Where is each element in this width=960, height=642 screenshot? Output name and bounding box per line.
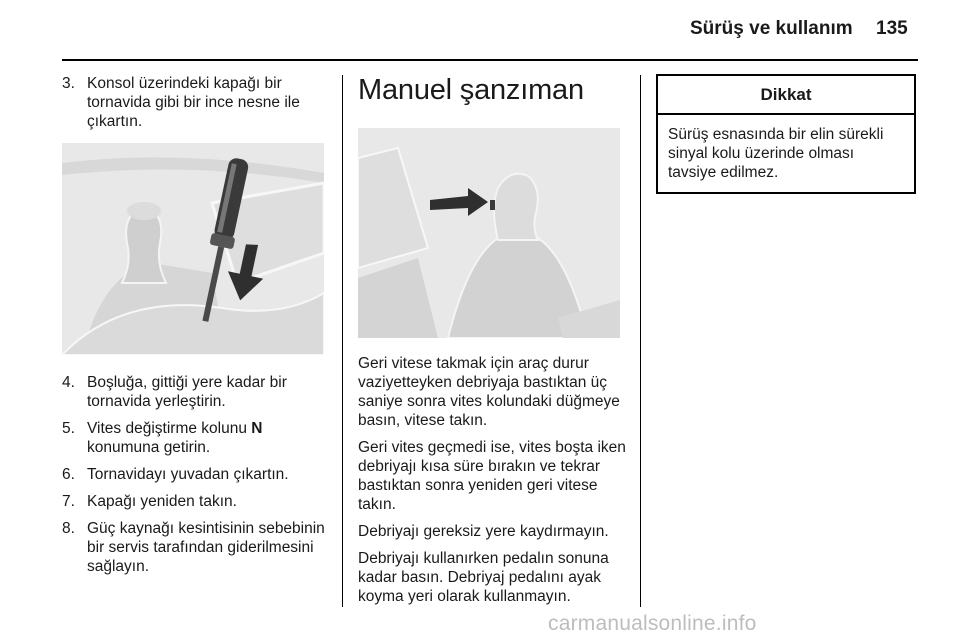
column-divider — [640, 75, 641, 607]
gear-lever-illustration — [358, 128, 620, 338]
column-right — [656, 74, 918, 194]
step-item — [62, 465, 328, 484]
notice-title: Dikkat — [658, 76, 914, 115]
step-number: 6. — [62, 466, 75, 483]
step-item — [62, 373, 328, 411]
step-text: Kapağı yeniden takın. — [87, 493, 237, 510]
page-header-title: Sürüş ve kullanım — [690, 18, 853, 39]
watermark: carmanualsonline.info — [548, 612, 757, 635]
column-left — [62, 74, 328, 576]
paragraph: Geri vites geçmedi ise, vites boşta iken debriyajı kısa süre bırakın ve tekrar bastıktan sonra yeniden geri vitese takın. — [358, 439, 626, 513]
step-item — [62, 519, 328, 576]
step-text — [87, 419, 328, 457]
section-title: Manuel şanzıman — [358, 74, 584, 106]
step-item — [62, 74, 328, 131]
page-number: 135 — [876, 18, 908, 39]
paragraph: Debriyajı gereksiz yere kaydırmayın. — [358, 523, 609, 540]
step-text-part: Vites değiştirme kolunu — [87, 420, 252, 437]
screwdriver-console-drawing — [62, 143, 324, 355]
column-divider — [342, 75, 343, 607]
paragraph: Debriyajı kullanırken pedalın sonuna kadar basın. Debriyaj pedalını ayak koyma yeri olarak kullanmayın. — [358, 550, 609, 605]
step-number: 3. — [62, 75, 75, 92]
step-text: Güç kaynağı kesintisinin sebebinin bir servis tarafından giderilmesini sağlayın. — [87, 520, 325, 575]
header-rule — [62, 59, 918, 61]
gear-lever-drawing — [358, 128, 620, 338]
notice-body: Sürüş esnasında bir elin sürekli sinyal kolu üzerinde olması tavsiye edilmez. — [668, 126, 884, 181]
step-text: Konsol üzerindeki kapağı bir tornavida gibi bir ince nesne ile çıkartın. — [87, 75, 300, 130]
notice-box — [656, 74, 916, 194]
step-text: Boşluğa, gittiği yere kadar bir tornavida yerleştirin. — [87, 374, 287, 410]
step-text-part: konumuna getirin. — [87, 439, 211, 456]
step-number: 5. — [62, 420, 75, 437]
column-middle — [358, 74, 628, 614]
step-number: 8. — [62, 520, 75, 537]
paragraph: Geri vitese takmak için araç durur vaziyetteyken debriyaja bastıktan üç saniye sonra vites kolundaki düğmeye basın, vitese takın. — [358, 355, 620, 429]
step-number: 4. — [62, 374, 75, 391]
step-item — [62, 419, 328, 457]
step-text: Tornavidayı yuvadan çıkartın. — [87, 466, 289, 483]
step-item — [62, 492, 328, 511]
screwdriver-illustration — [62, 143, 324, 355]
step-number: 7. — [62, 493, 75, 510]
gear-position-label: N — [251, 420, 263, 437]
